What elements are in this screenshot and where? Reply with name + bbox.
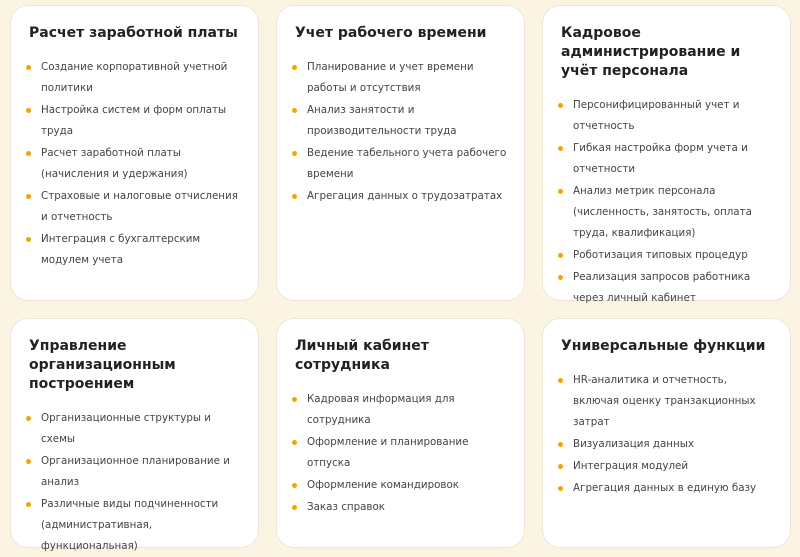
bullet-icon	[558, 103, 563, 108]
list-item	[295, 143, 510, 185]
list-item-text: Страховые и налоговые отчисления и отчетность	[41, 190, 238, 223]
list-item	[295, 475, 510, 496]
bullet-icon	[26, 459, 31, 464]
list-item-text: HR-аналитика и отчетность, включая оценку транзакционных затрат	[573, 374, 756, 428]
list-item	[295, 57, 510, 99]
list-item-text: Планирование и учет времени работы и отсутствия	[307, 61, 474, 94]
list-item	[29, 494, 244, 557]
list-item	[295, 186, 510, 207]
list-item	[29, 57, 244, 99]
bullet-icon	[558, 486, 563, 491]
list-item-text: Интеграция модулей	[573, 460, 689, 472]
list-item-text: Агрегация данных о трудозатратах	[307, 190, 503, 202]
bullet-icon	[292, 397, 297, 402]
bullet-icon	[558, 464, 563, 469]
bullet-icon	[558, 189, 563, 194]
list-item-text: Роботизация типовых процедур	[573, 249, 748, 261]
bullet-icon	[26, 108, 31, 113]
list-item	[29, 229, 244, 271]
list-item-text: Персонифицированный учет и отчетность	[573, 99, 740, 132]
list-item-text: Интеграция с бухгалтерским модулем учета	[41, 233, 201, 266]
list-item	[29, 408, 244, 450]
card-title: Кадровое администрирование и учёт персонала	[561, 25, 741, 79]
feature-card	[10, 318, 259, 552]
bullet-icon	[558, 146, 563, 151]
bullet-icon	[292, 505, 297, 510]
list-item-text: Организационное планирование и анализ	[41, 455, 230, 488]
list-item	[295, 389, 510, 431]
list-item	[561, 181, 776, 244]
list-item-text: Различные виды подчиненности (административная, функциональная)	[41, 498, 219, 552]
feature-card	[542, 318, 791, 548]
feature-card	[276, 5, 525, 301]
bullet-icon	[558, 378, 563, 383]
list-item	[561, 138, 776, 180]
feature-list	[561, 95, 776, 309]
list-item-text: Настройка систем и форм оплаты труда	[41, 104, 227, 137]
list-item-text: Ведение табельного учета рабочего времени	[307, 147, 507, 180]
feature-list	[561, 370, 776, 499]
feature-list	[29, 57, 244, 271]
list-item-text: Анализ занятости и производительности труда	[307, 104, 457, 137]
feature-list	[29, 408, 244, 557]
bullet-icon	[26, 502, 31, 507]
bullet-icon	[292, 151, 297, 156]
list-item	[29, 451, 244, 493]
list-item-text: Гибкая настройка форм учета и отчетности	[573, 142, 748, 175]
list-item	[295, 432, 510, 474]
card-title: Личный кабинет сотрудника	[295, 338, 429, 373]
card-title: Расчет заработной платы	[29, 25, 238, 41]
list-item	[561, 267, 776, 309]
bullet-icon	[558, 275, 563, 280]
list-item	[561, 95, 776, 137]
list-item	[295, 100, 510, 142]
bullet-icon	[292, 65, 297, 70]
feature-card	[10, 5, 259, 301]
list-item-text: Агрегация данных в единую базу	[573, 482, 757, 494]
list-item-text: Визуализация данных	[573, 438, 694, 450]
list-item-text: Оформление и планирование отпуска	[307, 436, 469, 469]
card-title: Управление организационным построением	[29, 338, 176, 392]
bullet-icon	[292, 440, 297, 445]
list-item-text: Заказ справок	[307, 501, 386, 513]
list-item	[561, 370, 776, 433]
feature-list	[295, 389, 510, 518]
list-item	[561, 245, 776, 266]
list-item-text: Анализ метрик персонала (численность, занятость, оплата труда, квалификация)	[573, 185, 752, 239]
bullet-icon	[558, 442, 563, 447]
card-title: Учет рабочего времени	[295, 25, 487, 41]
bullet-icon	[26, 194, 31, 199]
bullet-icon	[292, 194, 297, 199]
list-item-text: Реализация запросов работника через личный кабинет	[573, 271, 751, 304]
list-item-text: Организационные структуры и схемы	[41, 412, 212, 445]
bullet-icon	[292, 483, 297, 488]
list-item-text: Расчет заработной платы (начисления и удержания)	[41, 147, 188, 180]
bullet-icon	[26, 416, 31, 421]
feature-list	[295, 57, 510, 207]
feature-card	[542, 5, 791, 304]
list-item	[561, 478, 776, 499]
list-item-text: Оформление командировок	[307, 479, 460, 491]
bullet-icon	[26, 65, 31, 70]
list-item-text: Кадровая информация для сотрудника	[307, 393, 455, 426]
list-item	[295, 497, 510, 518]
bullet-icon	[558, 253, 563, 258]
list-item-text: Создание корпоративной учетной политики	[41, 61, 228, 94]
card-title: Универсальные функции	[561, 338, 766, 354]
bullet-icon	[292, 108, 297, 113]
feature-card	[276, 318, 525, 548]
bullet-icon	[26, 151, 31, 156]
bullet-icon	[26, 237, 31, 242]
list-item	[29, 143, 244, 185]
list-item	[561, 456, 776, 477]
list-item	[29, 100, 244, 142]
list-item	[29, 186, 244, 228]
list-item	[561, 434, 776, 455]
